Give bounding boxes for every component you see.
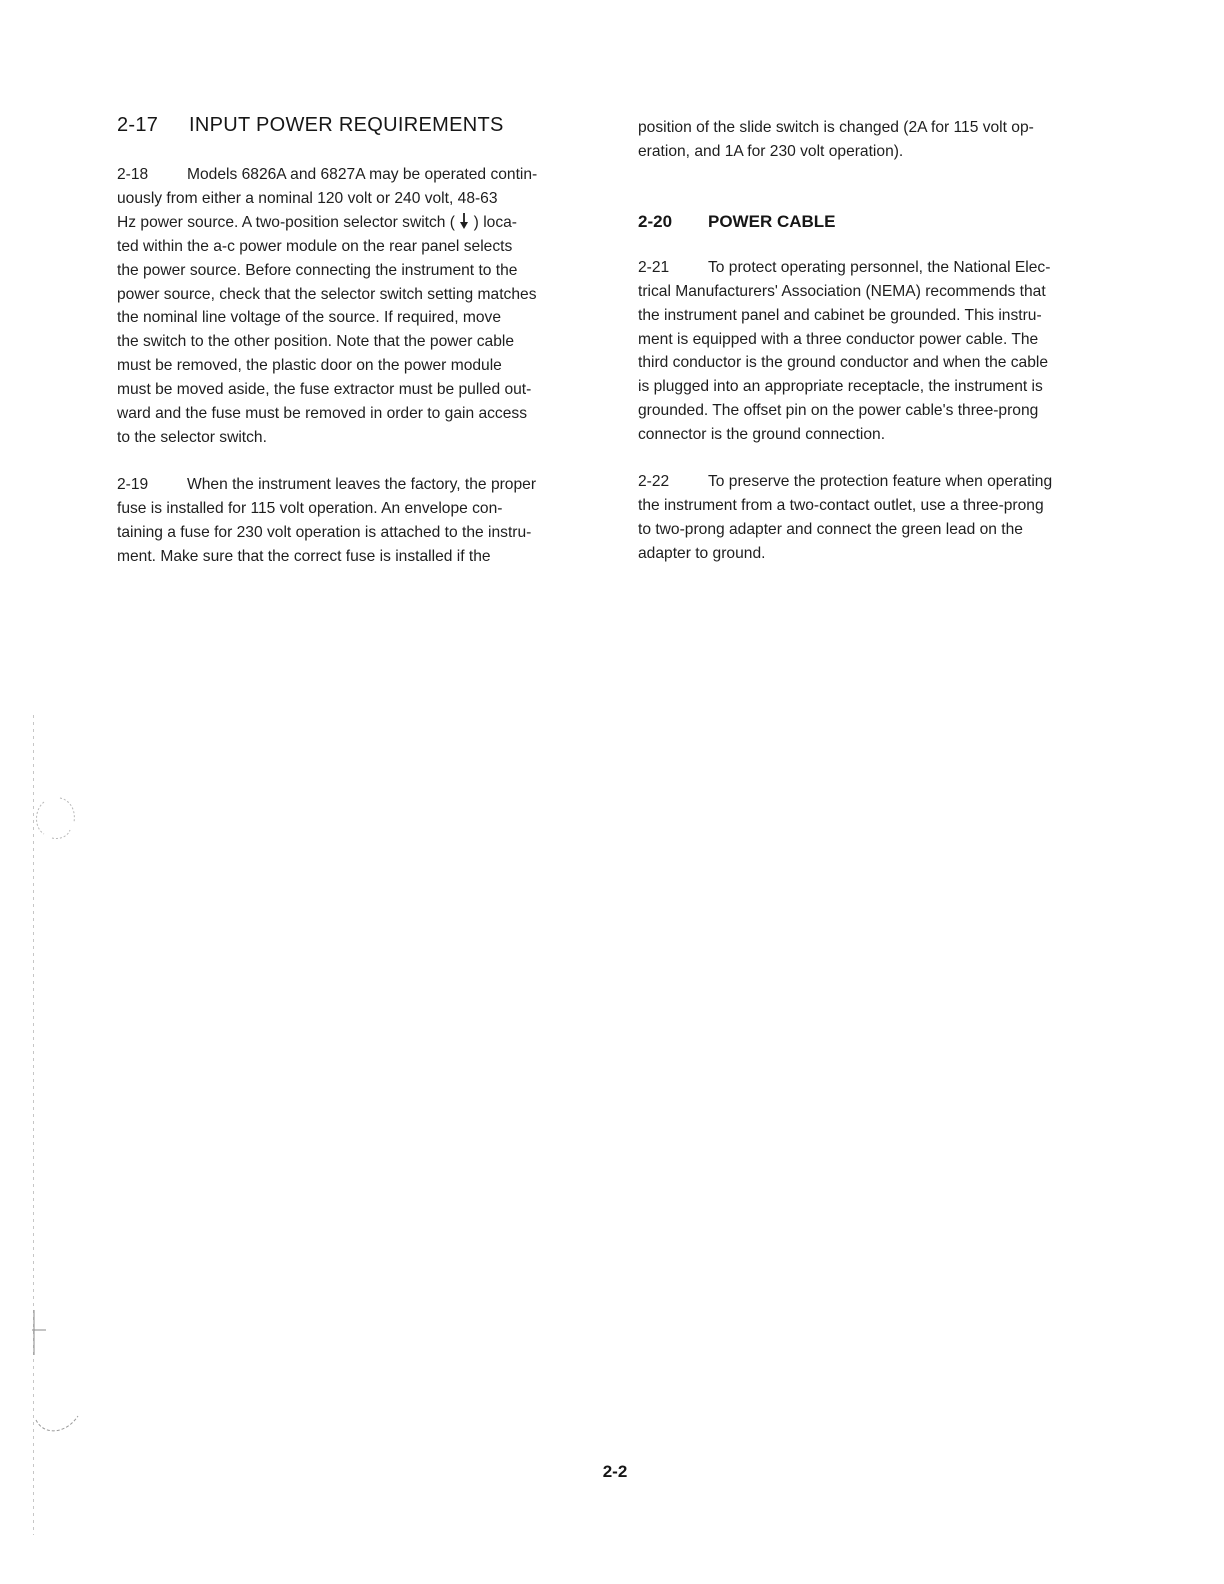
paragraph-number: 2-18 (117, 166, 149, 183)
scan-artifact-curve (30, 1400, 90, 1440)
scan-artifact-circle (30, 790, 90, 850)
paragraph-line: the instrument panel and cabinet be grounded. This instru- (638, 306, 1042, 324)
paragraph-line: position of the slide switch is changed (2A for 115 volt op- (638, 119, 1034, 136)
paragraph-2-19 (117, 473, 597, 569)
paragraph-line: the switch to the other position. Note that the power cable (117, 333, 515, 351)
paragraph-line: 2-18 Models 6826A and 6827A may be operated contin- (117, 163, 597, 187)
paragraph-line: is plugged into an appropriate receptacle, the instrument is (638, 378, 1043, 396)
paragraph-line: must be removed, the plastic door on the power module (117, 357, 502, 375)
continuation-paragraph (638, 116, 1118, 164)
paragraph-line: ted within the a-c power module on the rear panel selects (117, 237, 513, 255)
section-number: 2-17 (117, 114, 159, 136)
selector-switch-icon (459, 212, 469, 230)
paragraph-2-22 (638, 470, 1118, 566)
paragraph-line: uously from either a nominal 120 volt or 240 volt, 48-63 (117, 189, 498, 207)
paragraph-line: to two-prong adapter and connect the green lead on the (638, 520, 1023, 538)
paragraph-line: Hz power source. A two-position selector switch ( ) loca- (117, 213, 518, 231)
paragraph-number: 2-21 (638, 258, 670, 276)
paragraph-line: eration, and 1A for 230 volt operation). (638, 142, 904, 160)
paragraph-line: third conductor is the ground conductor and when the cable (638, 354, 1049, 372)
section-heading-2-17 (117, 110, 597, 140)
paragraph-line: grounded. The offset pin on the power cable's three-prong (638, 402, 1039, 420)
paragraph-2-21 (638, 256, 1118, 447)
paragraph-line: ment is equipped with a three conductor power cable. The (638, 330, 1039, 348)
paragraph-line: 2-22 To preserve the protection feature when operating (638, 470, 1118, 494)
section-number: 2-20 (638, 211, 673, 231)
paragraph-line: the power source. Before connecting the instrument to the (117, 261, 518, 279)
paragraph-line: connector is the ground connection. (638, 426, 886, 444)
scan-artifact-tick (30, 1300, 50, 1360)
paragraph-line: trical Manufacturers' Association (NEMA) recommends that (638, 282, 1046, 300)
paragraph-line: must be moved aside, the fuse extractor must be pulled out- (117, 381, 532, 399)
paragraph-line: taining a fuse for 230 volt operation is attached to the instru- (117, 523, 532, 541)
paragraph-2-18 (117, 163, 597, 450)
paragraph-line: the nominal line voltage of the source. If required, move (117, 309, 501, 327)
section-title: POWER CABLE (708, 211, 836, 231)
section-title: INPUT POWER REQUIREMENTS (189, 114, 504, 136)
paragraph-line: 2-21 To protect operating personnel, the National Elec- (638, 256, 1118, 280)
paragraph-line: the instrument from a two-contact outlet, use a three-prong (638, 496, 1044, 514)
paragraph-line: adapter to ground. (638, 544, 766, 562)
paragraph-number: 2-22 (638, 473, 670, 491)
paragraph-number: 2-19 (117, 475, 149, 493)
section-heading-2-20 (638, 209, 1118, 235)
paragraph-line: to the selector switch. (117, 428, 267, 446)
paragraph-line: 2-19 When the instrument leaves the factory, the proper (117, 473, 597, 497)
left-column (117, 110, 597, 569)
page-number: 2-2 (602, 1462, 628, 1481)
right-column (638, 116, 1118, 566)
paragraph-line: power source, check that the selector switch setting matches (117, 285, 537, 303)
paragraph-line: ment. Make sure that the correct fuse is installed if the (117, 547, 491, 565)
paragraph-line: ward and the fuse must be removed in order to gain access (117, 405, 527, 423)
paragraph-line: fuse is installed for 115 volt operation. An envelope con- (117, 499, 503, 517)
